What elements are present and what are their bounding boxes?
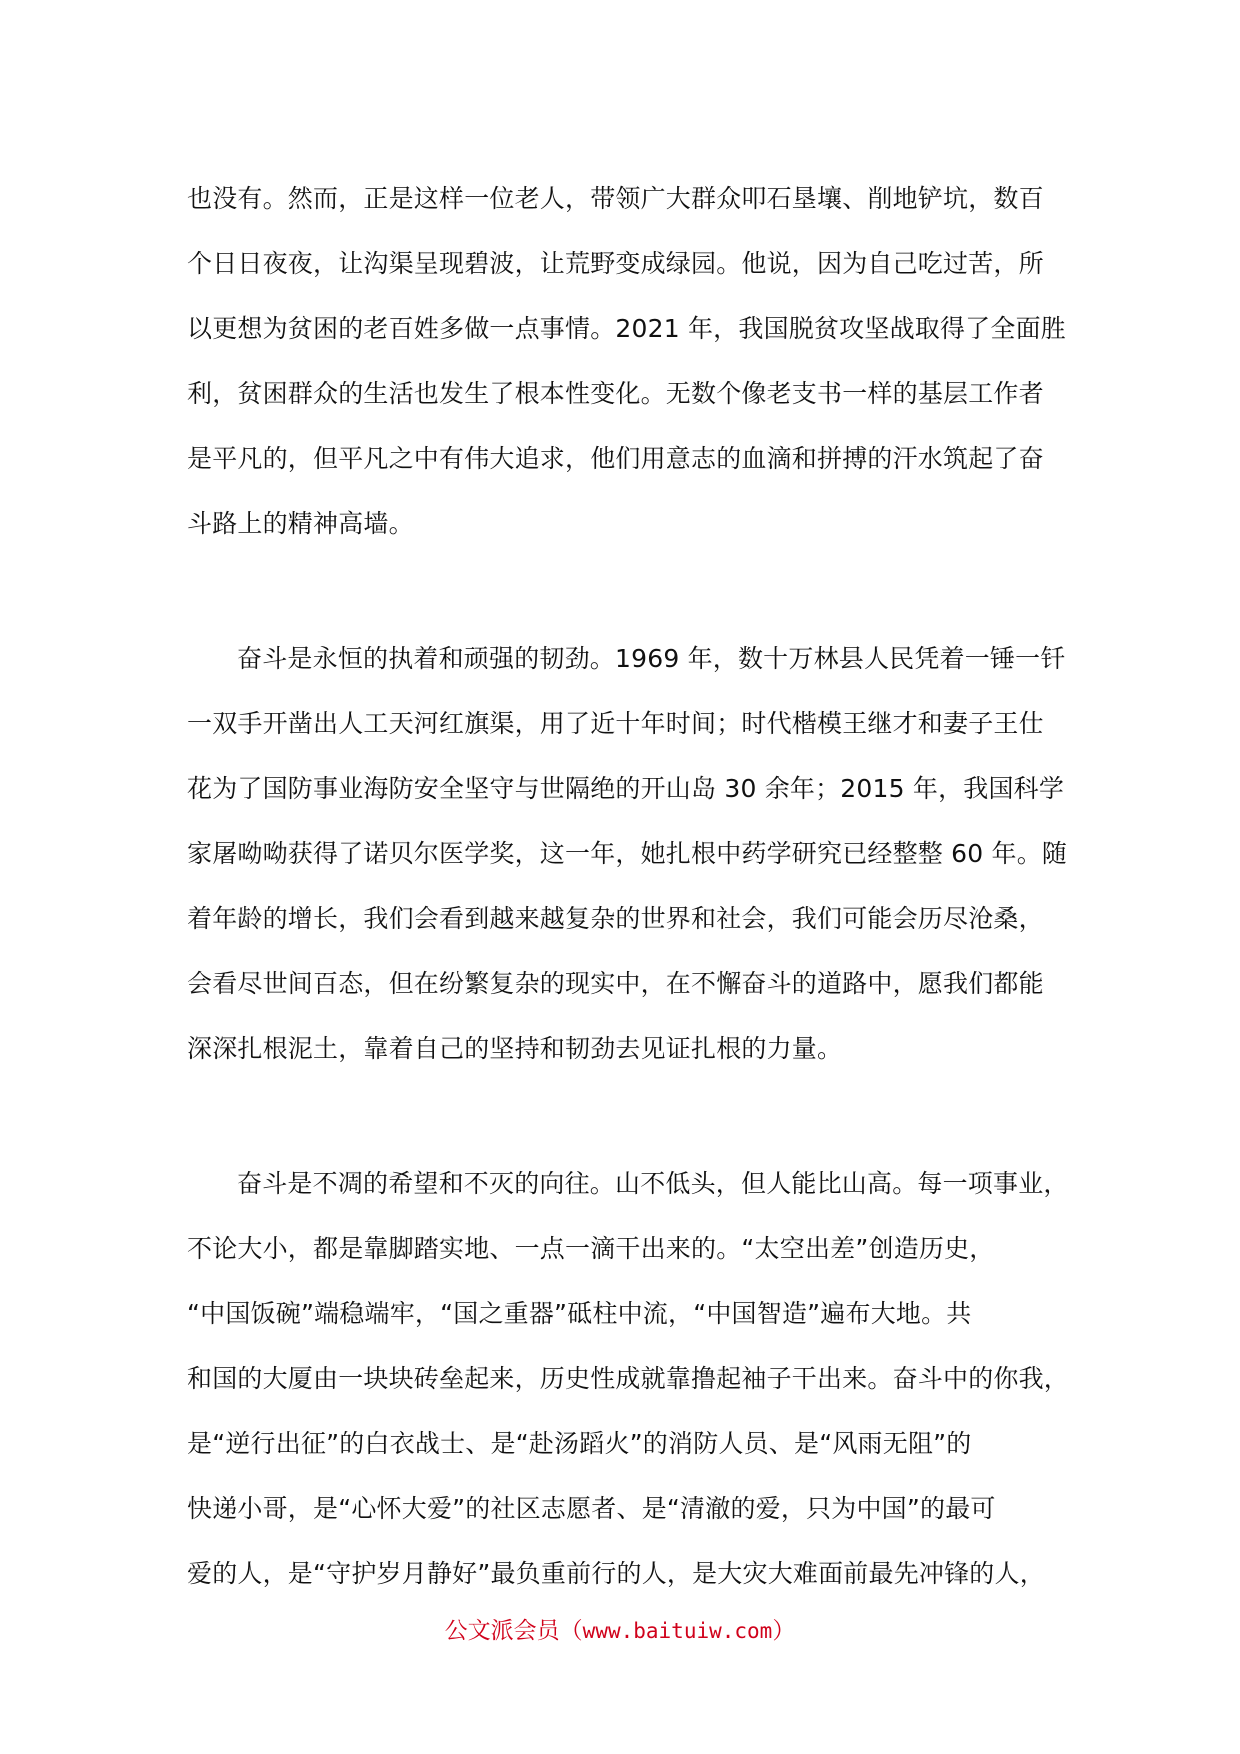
text-line: 爱的人，是“守护岁月静好”最负重前行的人，是大灾大难面前最先冲锋的人， — [187, 1559, 1045, 1588]
text-line: 一双手开凿出人工天河红旗渠，用了近十年时间；时代楷模王继才和妻子王仕 — [187, 709, 1044, 738]
text-line: 奋斗是不凋的希望和不灭的向往。山不低头，但人能比山高。每一项事业， — [237, 1169, 1069, 1198]
text-line: 是平凡的，但平凡之中有伟大追求，他们用意志的血滴和拼搏的汗水筑起了奋 — [187, 444, 1044, 473]
text-line: 不论大小，都是靠脚踏实地、一点一滴干出来的。“太空出差”创造历史， — [187, 1234, 995, 1263]
text-line: 深深扎根泥土，靠着自己的坚持和韧劲去见证扎根的力量。 — [187, 1034, 843, 1063]
footer-brand: 公文派会员（ — [444, 1618, 583, 1644]
text-line: “中国饭碗”端稳端牢，“国之重器”砥柱中流，“中国智造”遍布大地。共 — [187, 1299, 972, 1328]
paragraph-spacer — [187, 556, 1067, 626]
paragraph-spacer — [187, 1081, 1067, 1151]
footer-url-link[interactable]: www.baituiw.com — [582, 1619, 773, 1643]
text-line: 个日日夜夜，让沟渠呈现碧波，让荒野变成绿园。他说，因为自己吃过苦，所 — [187, 249, 1044, 278]
document-body — [187, 166, 1070, 1606]
text-line: 奋斗是永恒的执着和顽强的韧劲。1969 年，数十万林县人民凭着一锤一钎 — [237, 644, 1066, 673]
text-line: 以更想为贫困的老百姓多做一点事情。2021 年，我国脱贫攻坚战取得了全面胜 — [187, 314, 1066, 343]
paragraph-1 — [187, 166, 1067, 556]
text-line: 家屠呦呦获得了诺贝尔医学奖，这一年，她扎根中药学研究已经整整 60 年。随 — [187, 839, 1068, 868]
paragraph-2 — [187, 626, 1067, 1081]
text-line: 着年龄的增长，我们会看到越来越复杂的世界和社会，我们可能会历尽沧桑， — [187, 904, 1044, 933]
footer-close: ） — [772, 1618, 796, 1644]
text-line: 快递小哥，是“心怀大爱”的社区志愿者、是“清澈的爱，只为中国”的最可 — [187, 1494, 996, 1523]
text-line: 和国的大厦由一块块砖垒起来，历史性成就靠撸起袖子干出来。奋斗中的你我， — [187, 1364, 1070, 1393]
text-line: 会看尽世间百态，但在纷繁复杂的现实中，在不懈奋斗的道路中，愿我们都能 — [187, 969, 1044, 998]
text-line: 利，贫困群众的生活也发生了根本性变化。无数个像老支书一样的基层工作者 — [187, 379, 1044, 408]
text-line: 也没有。然而，正是这样一位老人，带领广大群众叩石垦壤、削地铲坑，数百 — [187, 184, 1044, 213]
text-line: 花为了国防事业海防安全坚守与世隔绝的开山岛 30 余年；2015 年，我国科学 — [187, 774, 1065, 803]
text-line: 是“逆行出征”的白衣战士、是“赴汤蹈火”的消防人员、是“风雨无阻”的 — [187, 1429, 972, 1458]
paragraph-3 — [187, 1151, 1070, 1606]
footer-watermark — [0, 1612, 1240, 1645]
text-line: 斗路上的精神高墙。 — [187, 509, 414, 538]
